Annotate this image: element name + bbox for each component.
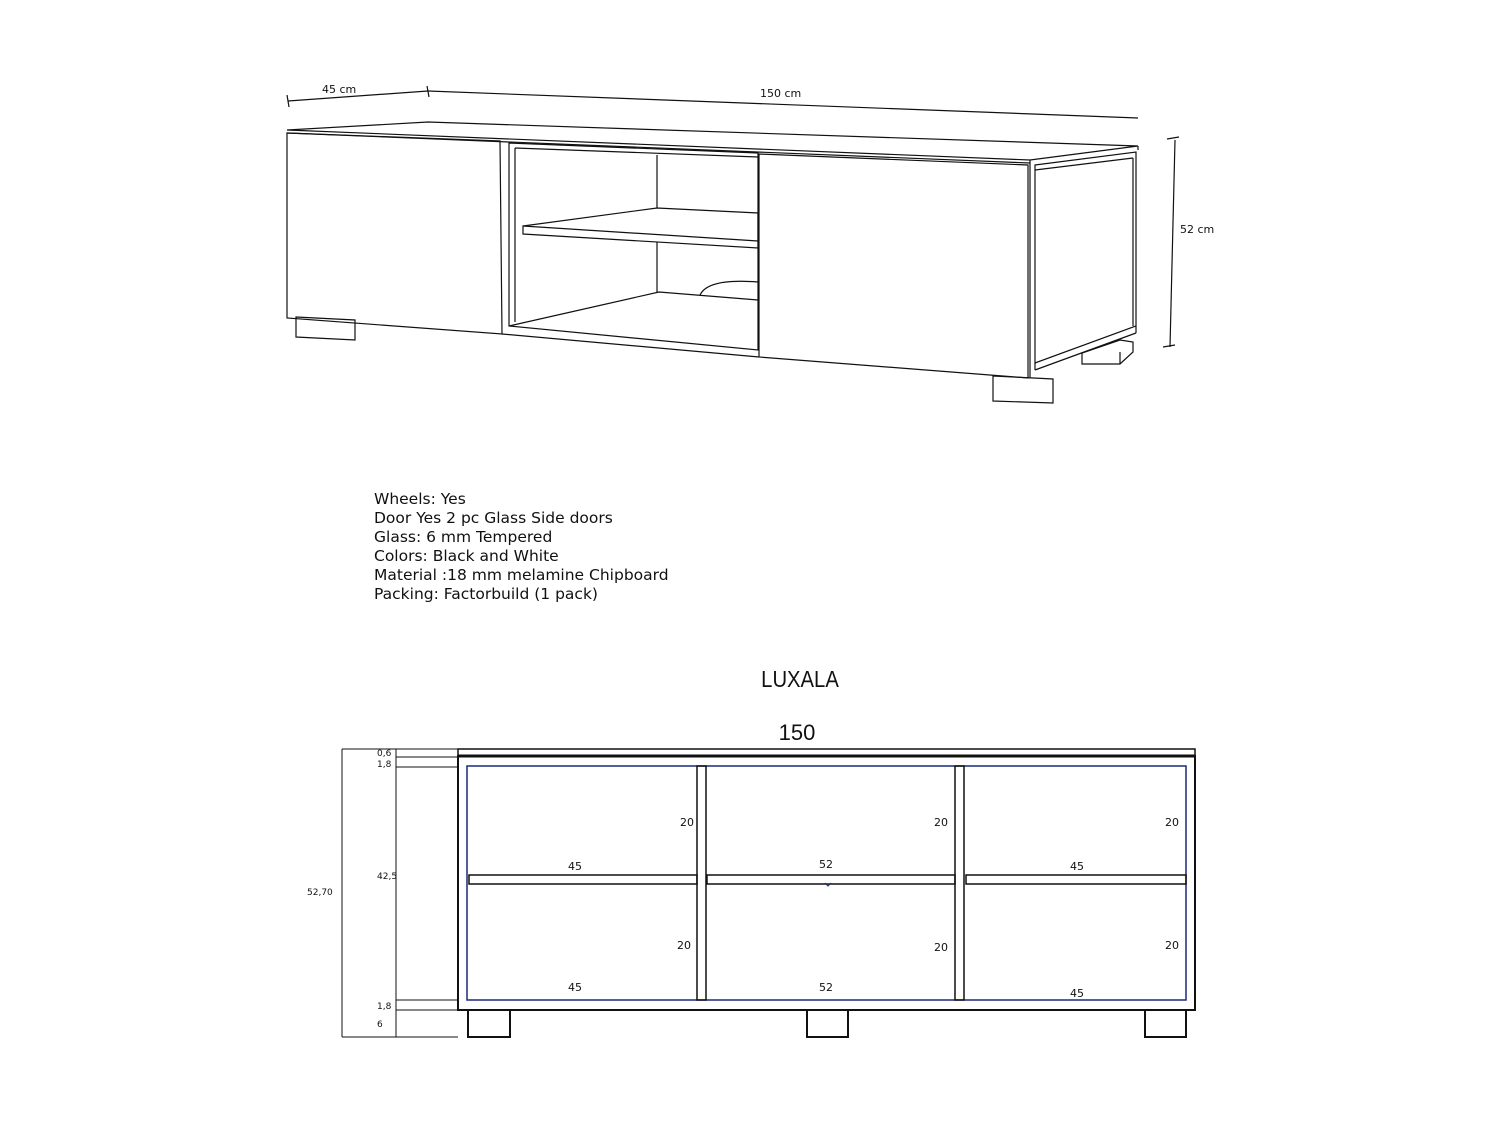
side-panel: [1035, 152, 1136, 363]
bottom-board-label: 1,8: [377, 1002, 392, 1012]
spec-colors: Colors: Black and White: [374, 547, 559, 565]
spec-doors: Door Yes 2 pc Glass Side doors: [374, 509, 613, 527]
right-door: [759, 154, 1028, 378]
compartment-height-label: 20: [1165, 816, 1179, 829]
top-board-label: 1,8: [377, 760, 392, 770]
spec-packing: Packing: Factorbuild (1 pack): [374, 585, 598, 603]
inner-height-label: 42,5: [377, 872, 398, 882]
foot-left-front: [468, 1010, 510, 1037]
height-label: 52 cm: [1180, 223, 1215, 236]
compartment-height-label: 20: [677, 939, 691, 952]
inner-frame: [467, 766, 1186, 1000]
product-title: LUXALA: [761, 666, 839, 692]
feet-height-label: 6: [377, 1020, 383, 1030]
total-width-label: 150: [778, 720, 816, 745]
width-label: 150 cm: [760, 87, 802, 100]
compartment-width-label: 45: [568, 860, 582, 873]
compartment-height-label: 20: [1165, 939, 1179, 952]
open-compartment: [509, 143, 758, 350]
compartment-height-label: 20: [680, 816, 694, 829]
cabinet-body: [458, 756, 1195, 1010]
compartment-height-label: 20: [934, 941, 948, 954]
spec-glass: Glass: 6 mm Tempered: [374, 528, 553, 546]
specifications-list: [374, 490, 669, 604]
compartment-width-label: 45: [568, 981, 582, 994]
shelf-left: [469, 875, 697, 884]
foot-middle-front: [807, 1010, 848, 1037]
left-door: [287, 133, 502, 334]
compartment-width-label: 52: [819, 981, 833, 994]
shelf-right: [966, 875, 1186, 884]
spec-wheels: Wheels: Yes: [374, 490, 466, 508]
top-panel: [458, 749, 1195, 756]
foot-right-front: [1145, 1010, 1186, 1037]
depth-dimension-line: [288, 91, 428, 101]
compartment-height-label: 20: [934, 816, 948, 829]
divider-right: [955, 766, 964, 1000]
compartment-width-label: 52: [819, 858, 833, 871]
compartment-width-label: 45: [1070, 987, 1084, 1000]
shelf-middle: [707, 875, 955, 884]
depth-label: 45 cm: [322, 83, 357, 96]
top-panel-label: 0,6: [377, 749, 392, 759]
perspective-drawing: [0, 0, 1500, 460]
foot-front-right: [993, 376, 1053, 403]
divider-left: [697, 766, 706, 1000]
height-dimension-line: [1170, 140, 1175, 347]
compartment-width-label: 45: [1070, 860, 1084, 873]
cable-hole: [700, 281, 758, 295]
total-height-label: 52,70: [307, 888, 333, 898]
cabinet-top: [287, 122, 1138, 160]
spec-material: Material :18 mm melamine Chipboard: [374, 566, 669, 584]
